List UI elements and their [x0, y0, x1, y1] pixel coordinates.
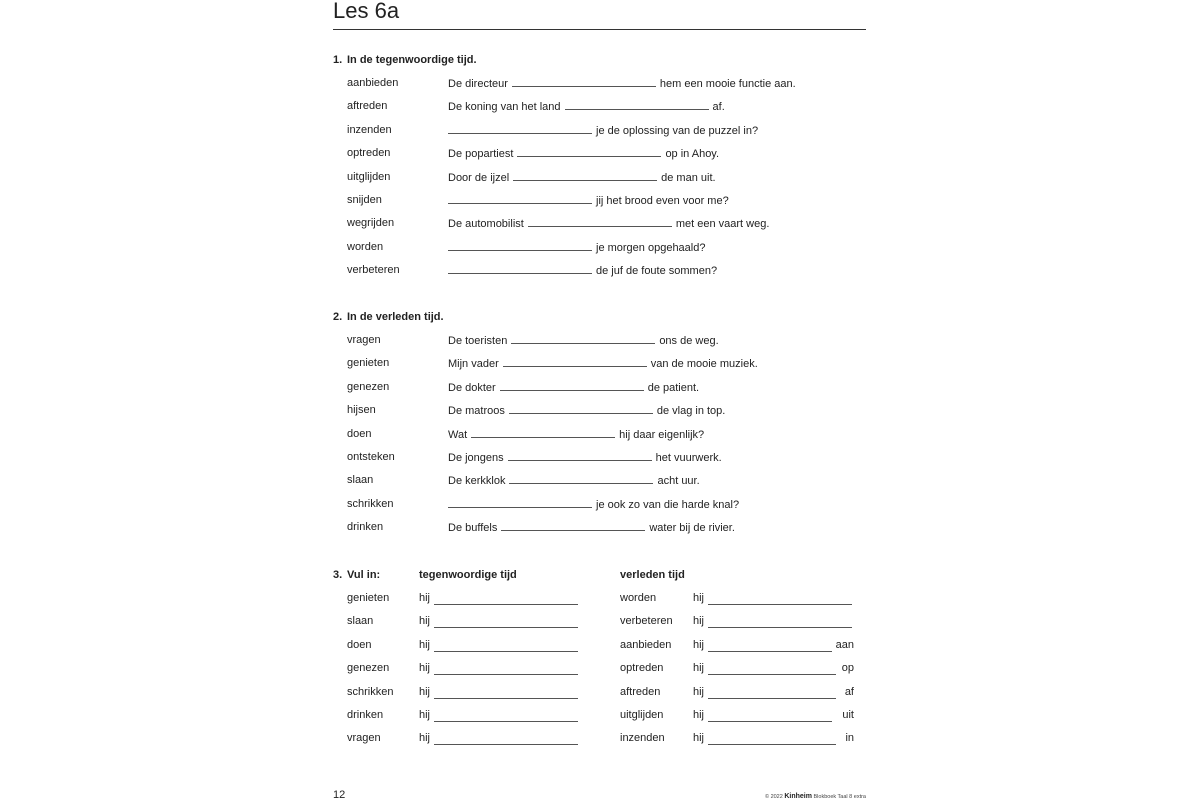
- answer-blank[interactable]: [708, 711, 832, 722]
- past-tense-row: [620, 614, 866, 628]
- infinitive-verb: vragen: [347, 732, 381, 745]
- separable-particle: uit: [842, 709, 854, 721]
- sentence-start: De dokter: [448, 381, 496, 394]
- infinitive-verb: uitglijden: [620, 709, 664, 721]
- sentence-end: hij daar eigenlijk?: [619, 428, 705, 441]
- worksheet-page: [333, 0, 866, 800]
- sentence-start: De koning van het land: [448, 101, 561, 114]
- answer-blank[interactable]: [509, 403, 653, 414]
- section-1-heading: [333, 53, 477, 67]
- present-tense-row: [347, 614, 587, 628]
- answer-blank[interactable]: [512, 76, 656, 87]
- answer-blank[interactable]: [511, 333, 655, 344]
- present-tense-row: [347, 685, 587, 699]
- sentence-end: op in Ahoy.: [665, 148, 720, 161]
- sentence: [448, 123, 758, 138]
- answer-blank[interactable]: [434, 594, 578, 605]
- answer-blank[interactable]: [503, 356, 647, 367]
- sentence: [448, 263, 717, 278]
- section-1-title: In de tegenwoordige tijd.: [347, 54, 477, 66]
- pronoun: hij: [693, 615, 705, 628]
- sentence-end: je ook zo van die harde knal?: [596, 498, 740, 511]
- sentence-start: Wat: [448, 428, 468, 441]
- pronoun: hij: [419, 615, 431, 628]
- pronoun: hij: [419, 662, 431, 675]
- answer-blank[interactable]: [508, 450, 652, 461]
- sentence-start: De toeristen: [448, 335, 508, 347]
- sentence-start: De matroos: [448, 405, 505, 418]
- sentence-end: je de oplossing van de puzzel in?: [596, 124, 759, 137]
- sentence: [448, 497, 739, 512]
- infinitive-verb: hijsen: [347, 404, 376, 417]
- section-2-number: 2.: [333, 311, 343, 323]
- answer-blank[interactable]: [708, 617, 852, 628]
- infinitive-verb: genezen: [347, 380, 390, 393]
- sentence: [448, 380, 699, 395]
- sentence-end: af.: [712, 101, 725, 114]
- infinitive-verb: optreden: [347, 147, 391, 160]
- separable-particle: op: [841, 662, 854, 675]
- answer-blank[interactable]: [434, 688, 578, 699]
- infinitive-verb: ontsteken: [347, 451, 395, 463]
- infinitive-verb: genieten: [347, 357, 390, 370]
- section-2-heading: [333, 310, 444, 324]
- infinitive-verb: snijden: [347, 194, 382, 206]
- answer-blank[interactable]: [708, 688, 836, 699]
- answer-blank[interactable]: [448, 240, 592, 251]
- sentence-start: De buffels: [448, 522, 498, 535]
- past-tense-row: [620, 685, 866, 699]
- sentence: [448, 240, 705, 255]
- infinitive-verb: worden: [620, 592, 657, 604]
- book-title: Blokboek Taal 8 extra: [813, 794, 866, 800]
- infinitive-verb: drinken: [347, 521, 384, 534]
- sentence: [448, 216, 769, 231]
- pronoun: hij: [419, 685, 431, 698]
- answer-blank[interactable]: [513, 170, 657, 181]
- answer-blank[interactable]: [565, 99, 709, 110]
- page-title: Les 6a: [333, 0, 400, 23]
- answer-blank[interactable]: [509, 473, 653, 484]
- sentence-start: De directeur: [448, 78, 508, 90]
- sentence: [448, 193, 729, 208]
- separable-particle: af: [844, 685, 854, 698]
- infinitive-verb: verbeteren: [347, 264, 400, 277]
- present-tense-column-heading: tegenwoordige tijd: [419, 569, 517, 581]
- pronoun: hij: [693, 685, 705, 698]
- answer-blank[interactable]: [708, 664, 836, 675]
- pronoun: hij: [419, 638, 431, 651]
- infinitive-verb: aanbieden: [620, 638, 672, 651]
- answer-blank[interactable]: [500, 380, 644, 391]
- infinitive-verb: slaan: [347, 615, 374, 628]
- past-tense-row: [620, 708, 866, 722]
- pronoun: hij: [693, 638, 705, 651]
- answer-blank[interactable]: [471, 427, 615, 438]
- infinitive-verb: wegrijden: [347, 217, 395, 230]
- infinitive-verb: aanbieden: [347, 77, 399, 89]
- answer-blank[interactable]: [528, 216, 672, 227]
- sentence-end: de juf de foute sommen?: [596, 265, 718, 278]
- sentence: [448, 99, 725, 114]
- answer-blank[interactable]: [434, 664, 578, 675]
- sentence-end: acht uur.: [657, 475, 700, 488]
- infinitive-verb: aftreden: [620, 685, 661, 698]
- infinitive-verb: inzenden: [347, 123, 392, 136]
- present-tense-row: [347, 638, 587, 652]
- infinitive-verb: uitglijden: [347, 170, 391, 183]
- sentence: [448, 427, 704, 442]
- answer-blank[interactable]: [434, 641, 578, 652]
- sentence: [448, 403, 725, 418]
- section-3-number: 3.: [333, 569, 343, 581]
- pronoun: hij: [419, 732, 431, 745]
- separable-particle: aan: [835, 638, 854, 651]
- sentence-start: De automobilist: [448, 218, 524, 231]
- page-number: 12: [333, 789, 346, 801]
- pronoun: hij: [693, 592, 705, 604]
- pronoun: hij: [693, 709, 705, 721]
- present-tense-row: [347, 731, 587, 745]
- sentence-end: water bij de rivier.: [649, 522, 735, 535]
- sentence-start: Mijn vader: [448, 358, 499, 371]
- pronoun: hij: [693, 732, 705, 745]
- publisher-brand: Kinheim: [784, 793, 812, 800]
- answer-blank[interactable]: [448, 123, 592, 134]
- sentence-end: met een vaart weg.: [675, 218, 770, 231]
- pronoun: hij: [419, 709, 431, 721]
- present-tense-row: [347, 708, 587, 722]
- infinitive-verb: doen: [347, 638, 372, 651]
- infinitive-verb: inzenden: [620, 732, 665, 745]
- sentence-start: De jongens: [448, 452, 504, 464]
- past-tense-column-heading: verleden tijd: [620, 569, 685, 581]
- infinitive-verb: aftreden: [347, 100, 388, 113]
- pronoun: hij: [693, 662, 705, 675]
- answer-blank[interactable]: [434, 617, 578, 628]
- answer-blank[interactable]: [517, 146, 661, 157]
- section-3-heading: [333, 568, 380, 582]
- infinitive-verb: drinken: [347, 709, 384, 721]
- sentence-end: jij het brood even voor me?: [596, 195, 729, 207]
- present-tense-row: [347, 661, 587, 675]
- infinitive-verb: verbeteren: [620, 615, 673, 628]
- answer-blank[interactable]: [708, 734, 836, 745]
- section-1-number: 1.: [333, 54, 343, 66]
- answer-blank[interactable]: [448, 193, 592, 204]
- infinitive-verb: schrikken: [347, 497, 394, 510]
- infinitive-verb: worden: [347, 240, 384, 253]
- infinitive-verb: genieten: [347, 592, 390, 604]
- present-tense-row: [347, 591, 587, 605]
- copyright-text: © 2022: [764, 794, 783, 800]
- sentence: [448, 146, 719, 161]
- sentence: [448, 520, 735, 535]
- section-3-title: Vul in:: [347, 569, 381, 581]
- sentence: [448, 356, 758, 371]
- section-2-title: In de verleden tijd.: [347, 311, 444, 323]
- sentence-end: de patient.: [647, 381, 700, 394]
- infinitive-verb: schrikken: [347, 685, 394, 698]
- past-tense-row: [620, 661, 866, 675]
- infinitive-verb: genezen: [347, 662, 390, 675]
- sentence-start: Door de ijzel: [448, 171, 510, 184]
- sentence-end: van de mooie muziek.: [650, 358, 758, 371]
- title-divider: [333, 29, 866, 30]
- sentence: [448, 333, 719, 348]
- answer-blank[interactable]: [501, 520, 645, 531]
- answer-blank[interactable]: [434, 734, 578, 745]
- past-tense-row: [620, 591, 866, 605]
- answer-blank[interactable]: [434, 711, 578, 722]
- pronoun: hij: [419, 592, 431, 604]
- past-tense-row: [620, 638, 866, 652]
- answer-blank[interactable]: [708, 641, 832, 652]
- answer-blank[interactable]: [448, 263, 592, 274]
- answer-blank[interactable]: [448, 497, 592, 508]
- sentence-end: ons de weg.: [659, 335, 719, 347]
- sentence: [448, 170, 716, 185]
- sentence: [448, 450, 722, 465]
- sentence-end: hem een mooie functie aan.: [659, 78, 796, 90]
- sentence-start: De popartiest: [448, 148, 514, 161]
- sentence: [448, 76, 796, 91]
- infinitive-verb: vragen: [347, 334, 381, 346]
- sentence-end: de vlag in top.: [656, 405, 726, 418]
- sentence-start: De kerkklok: [448, 475, 506, 488]
- separable-particle: in: [845, 732, 854, 745]
- sentence-end: je morgen opgehaald?: [596, 241, 706, 254]
- past-tense-row: [620, 731, 866, 745]
- sentence-end: het vuurwerk.: [655, 452, 722, 464]
- sentence-end: de man uit.: [661, 171, 716, 184]
- answer-blank[interactable]: [708, 594, 852, 605]
- infinitive-verb: optreden: [620, 662, 664, 675]
- sentence: [448, 473, 700, 488]
- infinitive-verb: doen: [347, 427, 372, 440]
- infinitive-verb: slaan: [347, 474, 374, 487]
